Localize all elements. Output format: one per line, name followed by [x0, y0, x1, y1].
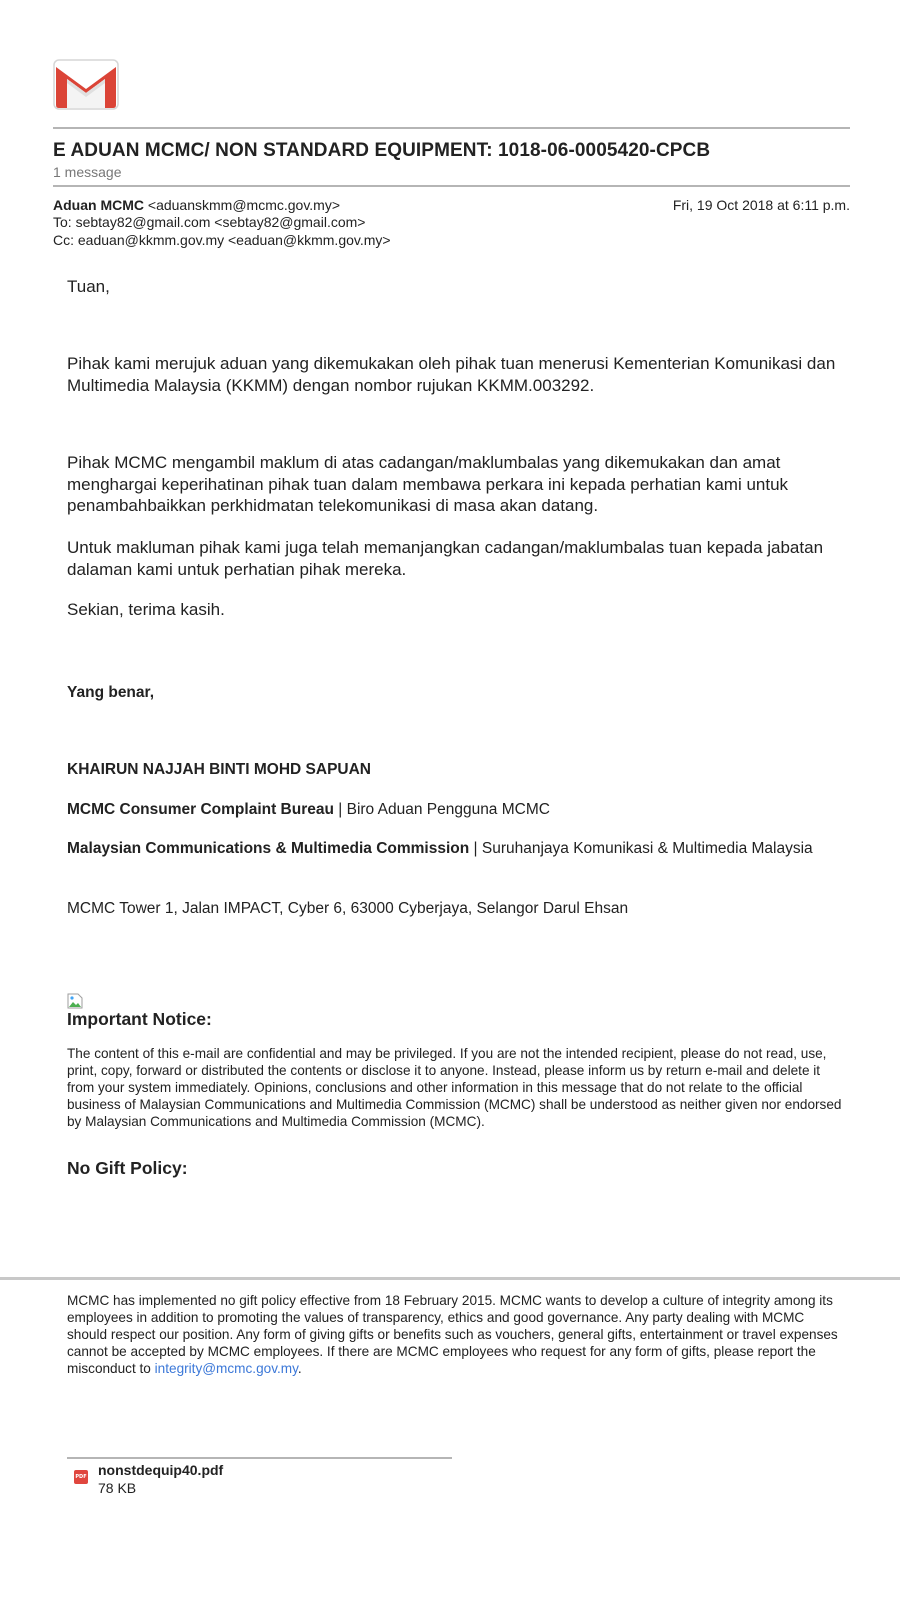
integrity-email-link[interactable]: integrity@mcmc.gov.my: [154, 1361, 298, 1376]
sent-date: Fri, 19 Oct 2018 at 6:11 p.m.: [672, 197, 850, 213]
sender-name: Aduan MCMC: [53, 197, 144, 213]
attachment-size: 78 KB: [98, 1480, 137, 1496]
to-line: To: sebtay82@gmail.com <sebtay82@gmail.com>: [53, 214, 366, 230]
regards-text: Yang benar,: [67, 684, 155, 701]
gift-policy-body: MCMC has implemented no gift policy effective from 18 February 2015. MCMC wants to develop a culture of integrity among its employees in addition to promoting the values of transparency, ethics and good governance. Any party dealing with MCMC should respect our position. Any form of giving gifts or benefits such as vouchers, general gifts, entertainment or travel expenses cannot be accepted by MCMC employees. If there are MCMC employees who request for any form of gifts, please report the misconduct to: [67, 1293, 838, 1376]
organisation-en: Malaysian Communications & Multimedia Commission: [67, 840, 470, 857]
department-en: MCMC Consumer Complaint Bureau: [67, 801, 334, 818]
body-paragraph-3: Untuk makluman pihak kami juga telah memanjangkan cadangan/maklumbalas tuan kepada jabatan dalaman kami untuk perhatian pihak mereka.: [67, 538, 824, 579]
gift-policy-title: No Gift Policy:: [67, 1158, 188, 1178]
organisation-ms: Suruhanjaya Komunikasi & Multimedia Malaysia: [481, 840, 813, 857]
body-paragraph-2: Pihak MCMC mengambil maklum di atas cadangan/maklumbalas yang dikemukakan dan amat menghargai keperihatinan pihak tuan dalam membawa perkara ini kepada perhatian kami untuk penambahbaikkan perkhidmatan telekomunikasi di masa akan datang.: [67, 453, 789, 515]
sender-line: [53, 197, 340, 213]
greeting: Tuan,: [67, 277, 110, 296]
organisation-line: [67, 838, 837, 859]
attachment-divider: [67, 1457, 452, 1459]
cc-line: Cc: eaduan@kkmm.gov.my <eaduan@kkmm.gov.my>: [53, 232, 391, 248]
message-count: 1 message: [53, 164, 122, 180]
body-paragraph-1: Pihak kami merujuk aduan yang dikemukakan oleh pihak tuan menerusi Kementerian Komunikasi dan Multimedia Malaysia (KKMM) dengan nombor rujukan KKMM.003292.: [67, 354, 836, 395]
section-divider: [0, 1277, 900, 1280]
signer-name-text: KHAIRUN NAJJAH BINTI MOHD SAPUAN: [67, 761, 371, 778]
header-divider: [53, 185, 850, 187]
department-ms: Biro Aduan Pengguna MCMC: [346, 801, 550, 818]
attachment-name[interactable]: nonstdequip40.pdf: [98, 1462, 224, 1478]
important-notice-title: Important Notice:: [67, 1009, 212, 1029]
important-notice-text: The content of this e-mail are confidential and may be privileged. If you are not the intended recipient, please do not read, use, print, copy, forward or distributed the contents or disclose it to anyone. Instead, please inform us by return e-mail and delete it from your system immediately. Opinions, conclusions and other information in this message that do not relate to the official business of Malaysian Communications and Multimedia Commission (MCMC) shall be understood as neither given nor endorsed by Malaysian Communications and Multimedia Commission (MCMC).: [67, 1046, 842, 1129]
email-subject: E ADUAN MCMC/ NON STANDARD EQUIPMENT: 1018-06-0005420-CPCB: [53, 140, 711, 161]
gift-policy-end: .: [297, 1361, 302, 1376]
department-separator: |: [333, 801, 347, 818]
signer-name: [67, 759, 837, 780]
gift-policy-text: [67, 1292, 842, 1377]
sender-email: <aduanskmm@mcmc.gov.my>: [147, 197, 341, 213]
broken-image-icon: [67, 993, 83, 1009]
address: MCMC Tower 1, Jalan IMPACT, Cyber 6, 63000 Cyberjaya, Selangor Darul Ehsan: [67, 900, 629, 917]
regards: [67, 682, 837, 703]
top-divider: [53, 127, 850, 129]
closing: Sekian, terima kasih.: [67, 600, 225, 619]
organisation-separator: |: [469, 840, 482, 857]
gmail-icon: [53, 59, 119, 110]
department-line: [67, 799, 837, 820]
pdf-icon: PDF: [74, 1470, 88, 1484]
